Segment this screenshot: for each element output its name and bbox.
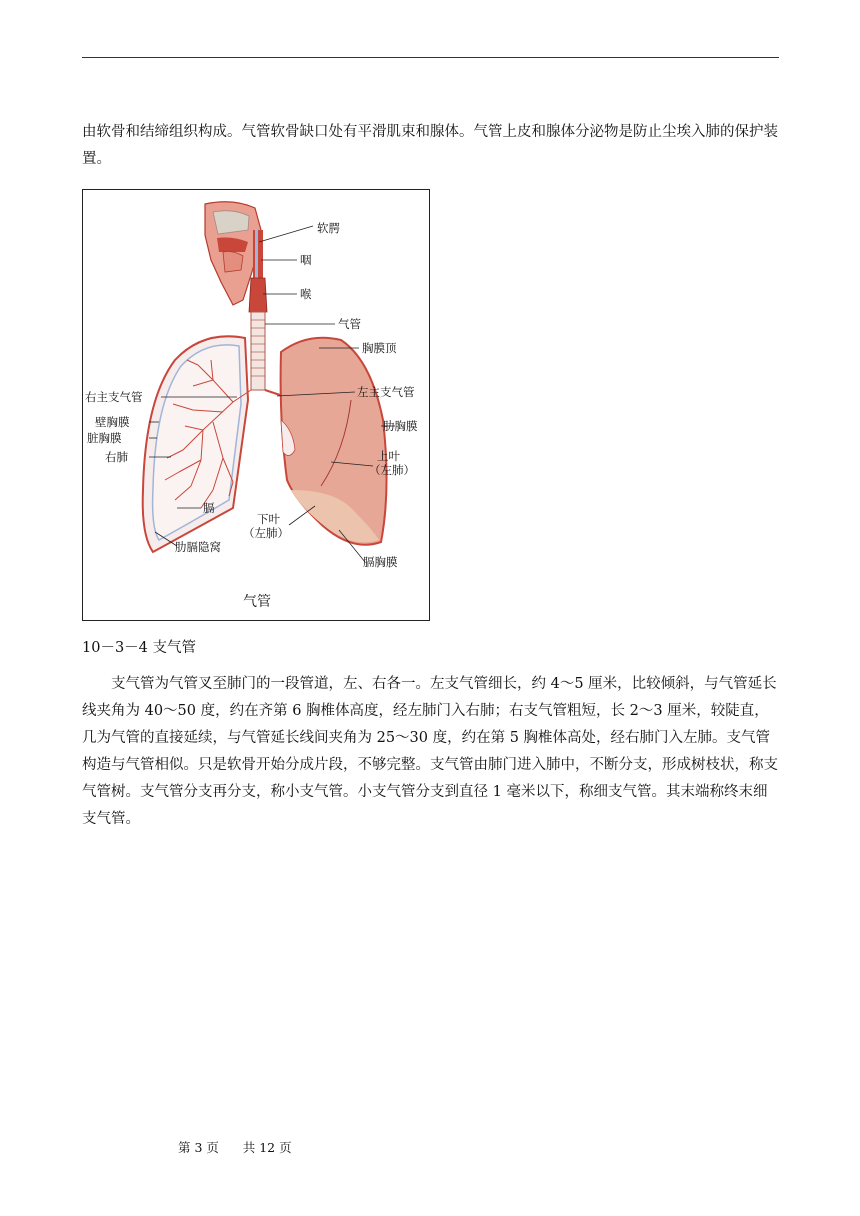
label-upper-lobe-left-lung: （左肺）	[369, 463, 415, 477]
label-costodiaphragmatic-recess: 肋膈隐窝	[175, 540, 221, 554]
label-pleural-cupula: 胸膜顶	[362, 341, 397, 355]
label-right-lung: 右肺	[105, 450, 128, 464]
header-rule	[82, 57, 779, 58]
nasal-cavity-shape	[213, 211, 249, 234]
label-trachea: 气管	[338, 317, 361, 331]
label-parietal-pleura: 壁胸膜	[95, 415, 130, 429]
label-costal-pleura: 肋胸膜	[383, 419, 418, 433]
label-upper-lobe: 上叶	[377, 449, 400, 463]
label-lower-lobe: 下叶	[257, 512, 280, 526]
page-footer	[178, 1138, 292, 1156]
section-title: 10－3－4 支气管	[82, 640, 197, 656]
label-pharynx: 咽	[300, 253, 312, 267]
paragraph-2: 支气管为气管叉至肺门的一段管道，左、右各一。左支气管细长，约 4～5 厘米，比较倾斜，与气管延长线夹角为 40～50 度，约在齐第 6 胸椎体高度，经左肺门入右肺；右支气管粗短，长 2～3 厘米，较陡直，几为气管的直接延续，与气管延长线间夹角为 25～30 度，约在第 5 胸椎体高处，经右肺门入左肺。支气管构造与气管相似。只是软骨开始分成片段，不够完整。支气管由肺门进入肺中，不断分支，形成树枝状，称支气管树。支气管分支再分支，称小支气管。小支气管分支到直径 1 毫米以下，称细支气管。其末端称终末细支气管。	[82, 676, 778, 827]
label-right-main-bronchus: 右主支气管	[85, 390, 143, 404]
label-left-main-bronchus: 左主支气管	[357, 385, 415, 399]
respiratory-figure	[82, 189, 430, 621]
larynx-shape	[249, 278, 267, 312]
page-total: 共 12 页	[242, 1140, 292, 1155]
label-lower-lobe-left-lung: （左肺）	[243, 526, 289, 540]
page-number: 第 3 页	[178, 1140, 219, 1155]
label-diaphragm: 膈	[203, 501, 215, 515]
label-visceral-pleura: 脏胸膜	[87, 431, 122, 445]
figure-caption: 气管	[243, 594, 271, 610]
label-larynx: 喉	[300, 287, 312, 301]
label-soft-palate: 软腭	[317, 221, 340, 235]
paragraph-1: 由软骨和结缔组织构成。气管软骨缺口处有平滑肌束和腺体。气管上皮和腺体分泌物是防止尘埃入肺的保护装置。	[82, 124, 778, 167]
oral-shape	[223, 252, 243, 273]
label-diaphragmatic-pleura: 膈胸膜	[363, 555, 398, 569]
respiratory-illustration	[83, 190, 431, 622]
trachea-shape	[251, 312, 265, 390]
